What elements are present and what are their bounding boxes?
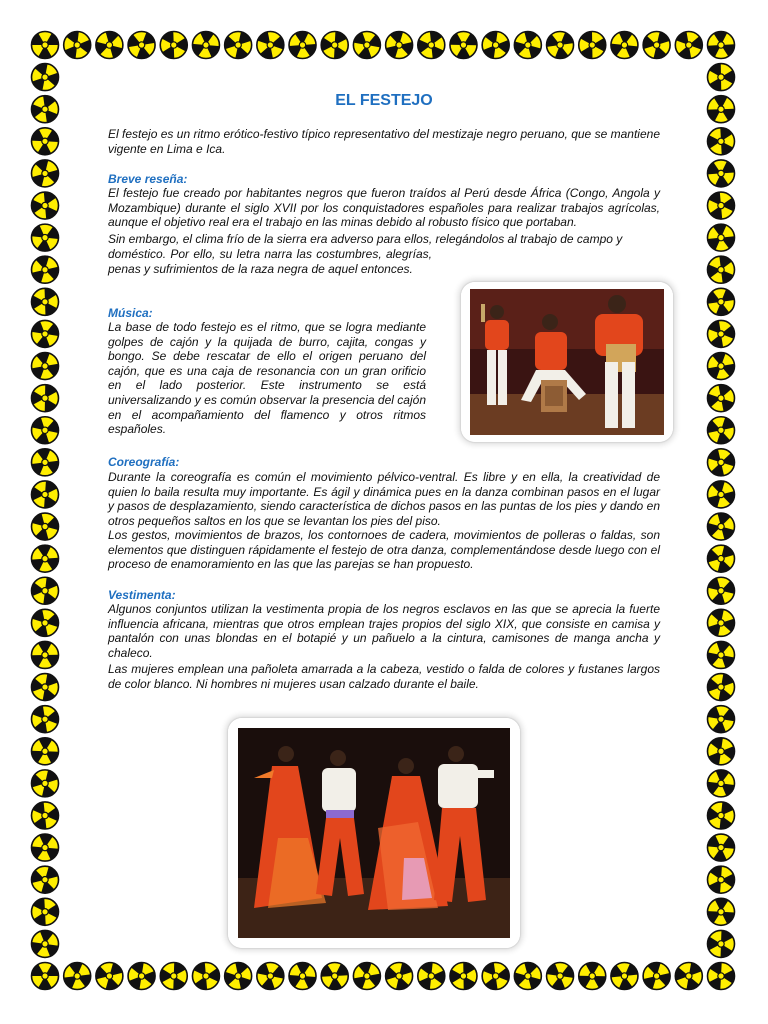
radiation-icon [31, 288, 58, 315]
radiation-icon [32, 256, 59, 283]
radiation-icon [257, 963, 284, 990]
radiation-icon [353, 962, 380, 989]
radiation-icon [707, 674, 734, 701]
radiation-icon [708, 577, 735, 604]
radiation-icon [32, 128, 59, 155]
musicians-photo-frame [461, 282, 673, 442]
radiation-icon [514, 31, 541, 58]
radiation-icon [708, 866, 735, 893]
radiation-icon [128, 32, 155, 59]
radiation-icon [611, 32, 638, 59]
radiation-icon [31, 834, 58, 861]
radiation-icon [31, 385, 58, 412]
radiation-icon [643, 962, 670, 989]
radiation-icon [707, 770, 734, 797]
musica-paragraph: La base de todo festejo es el ritmo, que se logra mediante golpes de cajón y la quijada de burro, cajita, congas y bongo. Se debe rescatar de ello el origen peruano del cajón, que es una caja de resonancia con un gran orificio en el lado posterior. Este instrumento se está universalizando y es común observar la presencia del cajón en el acompañamiento del flamenco y otros ritmos españoles. [108, 320, 426, 437]
radiation-icon [32, 449, 59, 476]
radiation-icon [225, 32, 252, 59]
coreografia-paragraph-1: Durante la coreografía es común el movimiento pélvico-ventral. Es libre y en ella, la creatividad de quien lo baila resulta muy importante. Es ágil y dinámica pues en la danza combinan pasos en el lugar y pasos de desplazamiento, siendo característica de dichos pasos en las puntas de los pies y dando en otros pequeños saltos en los que se levantan los pies del piso. [108, 470, 660, 528]
radiation-icon [386, 32, 413, 59]
radiation-icon [708, 963, 735, 990]
radiation-icon [31, 930, 58, 957]
resena-paragraph-2b: doméstico. Por ello, su letra narra las costumbres, alegrías, penas y sufrimientos de la raza negra de aquel entonces. [108, 247, 432, 276]
radiation-icon [675, 32, 702, 59]
radiation-icon [96, 963, 123, 990]
radiation-icon [708, 32, 735, 59]
radiation-icon [708, 802, 735, 829]
radiation-icon [31, 674, 58, 701]
radiation-icon [32, 963, 59, 990]
radiation-icon [32, 545, 59, 572]
heading-vestimenta: Vestimenta: [108, 588, 176, 602]
radiation-icon [32, 64, 59, 91]
heading-breve-resena: Breve reseña: [108, 172, 188, 186]
radiation-icon [708, 64, 735, 91]
radiation-icon [386, 963, 413, 990]
musicians-photo [461, 282, 673, 442]
radiation-icon [32, 481, 59, 508]
radiation-icon [547, 32, 574, 59]
radiation-icon [128, 963, 155, 990]
radiation-icon [64, 31, 91, 58]
coreografia-paragraph-2: Los gestos, movimientos de brazos, los contornoes de cadera, movimientos de polleras o faldas, son elementos que distinguen rápidamente el festejo de otra danza, complementándose desde luego con el proceso de enamoramiento en las que las parejas se han propuesto. [108, 528, 660, 572]
radiation-icon [418, 31, 445, 58]
radiation-icon [514, 962, 541, 989]
radiation-icon [708, 353, 735, 380]
radiation-icon [611, 963, 638, 990]
radiation-icon [31, 866, 58, 893]
radiation-icon [708, 641, 735, 668]
radiation-icon [450, 32, 477, 59]
radiation-icon [450, 962, 477, 989]
radiation-icon [708, 449, 735, 476]
radiation-icon [321, 32, 348, 59]
radiation-icon [257, 32, 284, 59]
radiation-icon [32, 320, 59, 347]
radiation-icon [482, 963, 509, 990]
radiation-icon [708, 609, 735, 636]
radiation-icon [707, 513, 734, 540]
dancers-photo [228, 718, 520, 948]
radiation-icon [707, 930, 734, 957]
radiation-icon [96, 31, 123, 58]
radiation-icon [321, 963, 348, 990]
radiation-icon [192, 31, 219, 58]
radiation-icon [31, 577, 58, 604]
page-title: EL FESTEJO [335, 92, 433, 109]
radiation-icon [32, 641, 59, 668]
resena-paragraph-2a: Sin embargo, el clima frío de la sierra era adverso para ellos, relegándolos al trabajo de campo y [108, 232, 623, 246]
vestimenta-paragraph-1: Algunos conjuntos utilizan la vestimenta propia de los negros esclavos en las que se aprecia la fuerte influencia africana, mientras que otros emplean trajes propios del siglo XIX, que consiste en camisa y pantalón con unas blondas en el botapié y un pañuelo a la cintura, camisones de manga ancha y chaleco. [108, 602, 660, 660]
intro-paragraph: El festejo es un ritmo erótico-festivo típico representativo del mestizaje negro peruano, que se mantiene vigente en Lima e Ica. [108, 127, 660, 156]
radiation-icon [708, 706, 735, 733]
radiation-icon [579, 962, 606, 989]
radiation-icon [64, 962, 91, 989]
radiation-icon [32, 353, 59, 380]
radiation-icon [707, 545, 734, 572]
radiation-icon [579, 32, 606, 59]
radiation-icon [32, 738, 59, 765]
radiation-icon [707, 160, 734, 187]
radiation-icon [547, 963, 574, 990]
radiation-icon [707, 288, 734, 315]
radiation-icon [32, 224, 59, 251]
radiation-icon [160, 963, 187, 990]
radiation-icon [708, 320, 735, 347]
radiation-icon [708, 417, 735, 444]
radiation-icon [32, 160, 59, 187]
radiation-icon [708, 481, 735, 508]
radiation-icon [32, 898, 59, 925]
radiation-icon [643, 32, 670, 59]
radiation-icon [708, 128, 735, 155]
heading-coreografia: Coreografía: [108, 455, 180, 469]
radiation-icon [708, 192, 735, 219]
resena-paragraph-1: El festejo fue creado por habitantes negros que fueron traídos al Perú desde África (Congo, Angola y Mozambique) durante el siglo XVII por los conquistadores españoles para realizar trabajos agrícolas, aunque el objetivo real era el trabajo en las minas debido al robusto físico que portaban. [108, 186, 660, 230]
radiation-icon [32, 802, 59, 829]
radiation-icon [708, 224, 735, 251]
radiation-icon [708, 738, 735, 765]
radiation-icon [32, 32, 59, 59]
radiation-icon [160, 32, 187, 59]
radiation-icon [418, 962, 445, 989]
radiation-icon [708, 385, 735, 412]
radiation-icon [708, 834, 735, 861]
radiation-icon [289, 32, 316, 59]
radiation-icon [192, 963, 219, 990]
radiation-icon [32, 706, 59, 733]
vestimenta-paragraph-2: Las mujeres emplean una pañoleta amarrada a la cabeza, vestido o falda de colores y fustanes largos de color blanco. Ni hombres ni mujeres usan calzado durante el baile. [108, 662, 660, 691]
radiation-icon [675, 963, 702, 990]
radiation-icon [32, 609, 59, 636]
radiation-icon [225, 963, 252, 990]
radiation-icon [31, 770, 58, 797]
radiation-icon [482, 31, 509, 58]
radiation-icon [32, 417, 59, 444]
heading-musica: Música: [108, 306, 153, 320]
radiation-icon [707, 256, 734, 283]
radiation-icon [32, 513, 59, 540]
radiation-icon [289, 963, 316, 990]
dancers-photo-frame [228, 718, 520, 948]
radiation-icon [708, 898, 735, 925]
radiation-icon [353, 32, 380, 59]
radiation-icon [31, 192, 58, 219]
